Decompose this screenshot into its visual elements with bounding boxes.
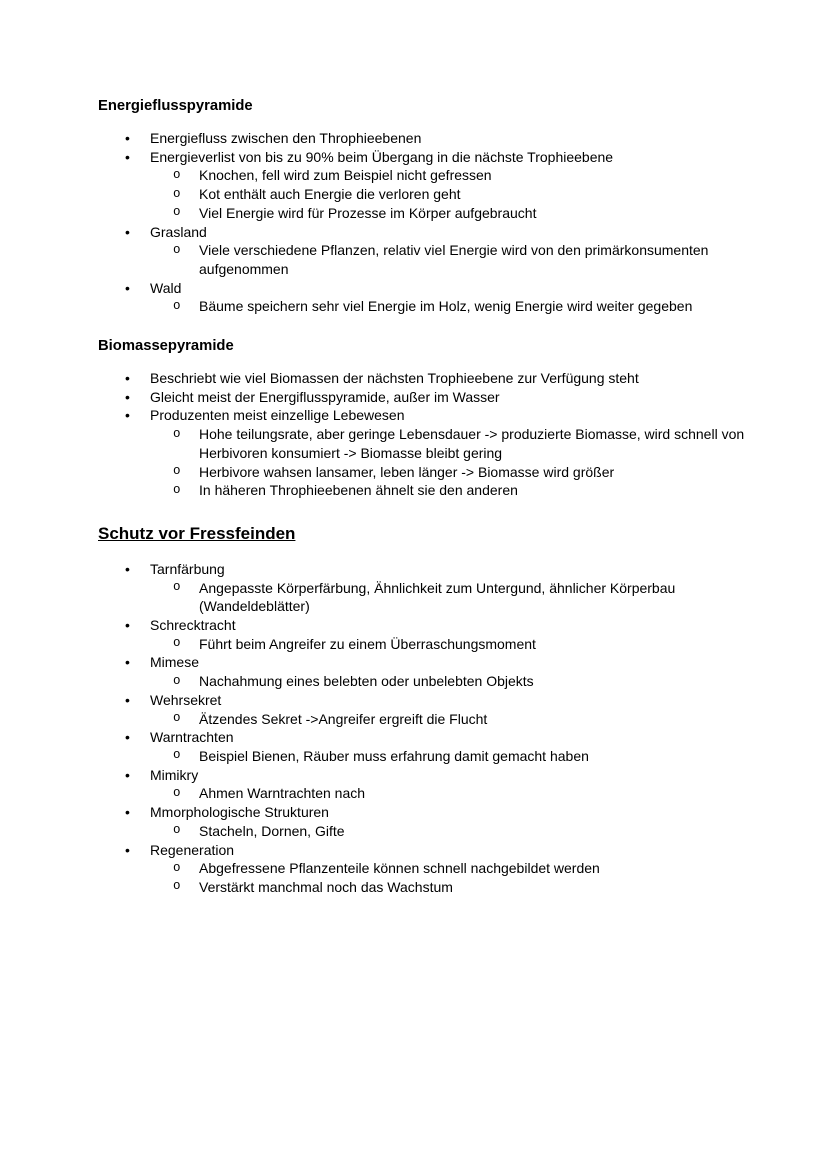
sub-list-item-text: Beispiel Bienen, Räuber muss erfahrung damit gemacht haben (199, 747, 589, 764)
sub-list-item (98, 425, 768, 462)
circle-bullet-icon: o (173, 482, 181, 497)
circle-bullet-icon: o (173, 879, 181, 894)
disc-bullet-icon: • (125, 841, 130, 858)
list-item-text: Beschriebt wie viel Biomassen der nächsten Trophieebene zur Verfügung steht (150, 370, 639, 387)
sub-list-item-text: Verstärkt manchmal noch das Wachstum (199, 878, 453, 895)
bullet-list (98, 129, 768, 316)
disc-bullet-icon: • (125, 804, 130, 821)
sub-list-item (98, 710, 768, 729)
sub-list-item (98, 784, 768, 803)
list-item-text: Wehrsekret (150, 691, 222, 708)
list-item-text: Gleicht meist der Energiflusspyramide, außer im Wasser (150, 388, 500, 405)
sub-list-item (98, 822, 768, 841)
list-item-text: Energiefluss zwischen den Throphieebenen (150, 130, 422, 146)
list-item (98, 841, 768, 860)
sub-list-item (98, 241, 768, 278)
sub-list-item-text: Hohe teilungsrate, aber geringe Lebensdauer -> produzierte Biomasse, wird schnell von Herbivoren konsumiert -> Biomasse bleibt gering (199, 426, 745, 461)
section-heading: Biomassepyramide (98, 338, 234, 355)
list-item-text: Regeneration (150, 841, 235, 858)
circle-bullet-icon: o (173, 464, 181, 479)
list-item-text: Energieverlist von bis zu 90% beim Übergang in die nächste Trophieebene (150, 148, 614, 165)
sub-list-item-text: Herbivore wahsen lansamer, leben länger -> Biomasse wird größer (199, 463, 615, 480)
list-item-text: Mimese (150, 654, 200, 671)
list-item (98, 616, 768, 635)
sub-list-item-text: Abgefressene Pflanzenteile können schnell nachgebildet werden (199, 860, 600, 877)
list-item (98, 728, 768, 747)
sub-list-item (98, 204, 768, 223)
list-item (98, 766, 768, 785)
list-item-text: Produzenten meist einzellige Lebewesen (150, 407, 405, 424)
circle-bullet-icon: o (173, 186, 181, 201)
circle-bullet-icon: o (173, 167, 181, 182)
sub-list-item (98, 859, 768, 878)
section (98, 524, 768, 897)
circle-bullet-icon: o (173, 426, 181, 441)
list-item-text: Mimikry (150, 766, 199, 783)
circle-bullet-icon: o (173, 242, 181, 257)
sub-list-item-text: Viele verschiedene Pflanzen, relativ viel Energie wird von den primärkonsumenten aufgenommen (199, 242, 709, 277)
circle-bullet-icon: o (173, 860, 181, 875)
list-item-text: Tarnfärbung (150, 560, 225, 577)
sub-list-item-text: Ätzendes Sekret ->Angreifer ergreift die Flucht (199, 710, 488, 727)
disc-bullet-icon: • (125, 130, 130, 146)
circle-bullet-icon: o (173, 298, 181, 313)
list-item-text: Warntrachten (150, 729, 234, 746)
sub-list-item (98, 579, 768, 616)
list-item-text: Wald (150, 279, 182, 296)
sub-list-item-text: Kot enthält auch Energie die verloren geht (199, 186, 461, 203)
list-item-text: Grasland (150, 223, 207, 240)
circle-bullet-icon: o (173, 823, 181, 838)
list-item (98, 223, 768, 242)
disc-bullet-icon: • (125, 279, 130, 296)
sub-list-item-text: In häheren Throphieebenen ähnelt sie den anderen (199, 482, 518, 499)
section (98, 97, 768, 316)
disc-bullet-icon: • (125, 407, 130, 424)
disc-bullet-icon: • (125, 223, 130, 240)
sub-list-item (98, 463, 768, 482)
sub-list-item-text: Bäume speichern sehr viel Energie im Holz, wenig Energie wird weiter gegeben (199, 298, 693, 315)
document-sections (98, 97, 768, 897)
section-heading: Energieflusspyramide (98, 98, 253, 114)
sub-list-item (98, 672, 768, 691)
sub-list-item-text: Knochen, fell wird zum Beispiel nicht gefressen (199, 167, 492, 184)
list-item (98, 406, 768, 425)
sub-list-item (98, 747, 768, 766)
circle-bullet-icon: o (173, 673, 181, 688)
disc-bullet-icon: • (125, 766, 130, 783)
disc-bullet-icon: • (125, 654, 130, 671)
list-item (98, 691, 768, 710)
list-item (98, 369, 768, 388)
disc-bullet-icon: • (125, 560, 130, 577)
circle-bullet-icon: o (173, 580, 181, 595)
sub-list-item-text: Stacheln, Dornen, Gifte (199, 822, 345, 839)
disc-bullet-icon: • (125, 691, 130, 708)
list-item (98, 148, 768, 167)
disc-bullet-icon: • (125, 388, 130, 405)
list-item-text: Mmorphologische Strukturen (150, 804, 329, 821)
list-item (98, 560, 768, 579)
list-item (98, 653, 768, 672)
list-item (98, 279, 768, 298)
disc-bullet-icon: • (125, 617, 130, 634)
sub-list-item (98, 185, 768, 204)
sub-list-item-text: Angepasste Körperfärbung, Ähnlichkeit zum Untergund, ähnlicher Körperbau (Wandeldeblätter) (199, 579, 676, 615)
circle-bullet-icon: o (173, 711, 181, 726)
sub-list-item (98, 878, 768, 897)
sub-list-item-text: Nachahmung eines belebten oder unbelebten Objekts (199, 673, 534, 690)
disc-bullet-icon: • (125, 729, 130, 746)
list-item (98, 129, 768, 148)
sub-list-item-text: Ahmen Warntrachten nach (199, 785, 366, 802)
section (98, 337, 768, 500)
sub-list-item (98, 166, 768, 185)
section-heading: Schutz vor Fressfeinden (98, 523, 296, 543)
sub-list-item-text: Führt beim Angreifer zu einem Überraschungsmoment (199, 635, 536, 652)
list-item-text: Schrecktracht (150, 617, 236, 634)
list-item (98, 388, 768, 407)
sub-list-item (98, 481, 768, 500)
circle-bullet-icon: o (173, 205, 181, 220)
disc-bullet-icon: • (125, 148, 130, 165)
circle-bullet-icon: o (173, 748, 181, 763)
bullet-list (98, 369, 768, 500)
circle-bullet-icon: o (173, 785, 181, 800)
list-item (98, 803, 768, 822)
bullet-list (98, 560, 768, 897)
sub-list-item (98, 635, 768, 654)
disc-bullet-icon: • (125, 370, 130, 387)
sub-list-item-text: Viel Energie wird für Prozesse im Körper aufgebraucht (199, 204, 537, 221)
sub-list-item (98, 297, 768, 316)
circle-bullet-icon: o (173, 636, 181, 651)
